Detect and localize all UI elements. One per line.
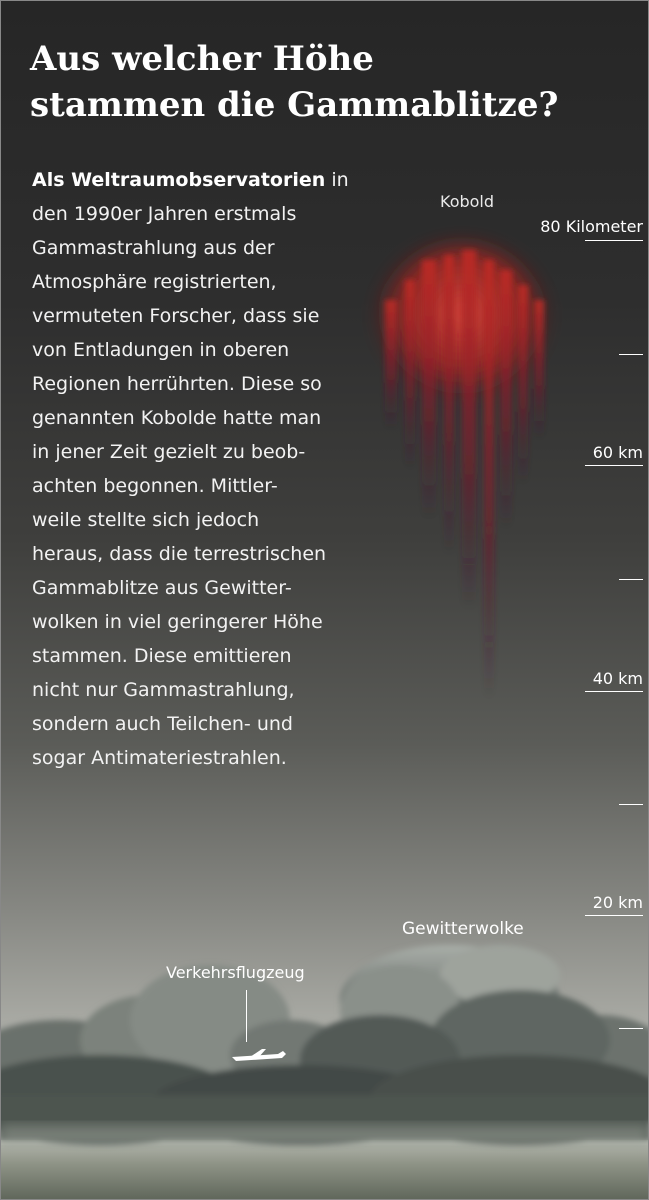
tick-30km (619, 804, 643, 805)
text-line: vermuteten Forscher, dass sie (32, 305, 320, 327)
tick-80km (585, 240, 643, 241)
airplane-label: Verkehrsflugzeug (166, 963, 305, 982)
tick-40km (585, 691, 643, 692)
text-line: sondern auch Teilchen- und (32, 713, 293, 735)
ground (0, 1138, 649, 1200)
scale-label-60km: 60 km (592, 443, 643, 462)
text-line: achten begonnen. Mittler- (32, 475, 278, 497)
tick-60km (585, 465, 643, 466)
text-line: von Entladungen in oberen (32, 339, 290, 361)
page-title (30, 36, 610, 128)
tick-10km (619, 1028, 643, 1029)
rain-haze (0, 1125, 649, 1147)
tick-50km (619, 579, 643, 580)
thundercloud (0, 945, 649, 1145)
scale-label-20km: 20 km (592, 893, 643, 912)
scale-label-80km: 80 Kilometer (540, 217, 643, 236)
text-line: wolken in viel geringerer Höhe (32, 611, 323, 633)
airplane-leader-line (246, 990, 247, 1042)
lead-in: Als Weltraumobservatorien (32, 169, 326, 191)
tick-20km (585, 915, 643, 916)
text-line: Gammastrahlung aus der (32, 237, 275, 259)
text-line: genannten Kobolde hatte man (32, 407, 322, 429)
title-line-1: Aus welcher Höhe (30, 39, 374, 79)
kobold-sprite (374, 245, 550, 700)
text-line: nicht nur Gammastrahlung, (32, 679, 295, 701)
scale-label-40km: 40 km (592, 669, 643, 688)
kobold-label: Kobold (440, 192, 495, 211)
text-line: Regionen herrührten. Diese so (32, 373, 322, 395)
text-line: in jener Zeit gezielt zu beob- (32, 441, 306, 463)
article-text (32, 163, 349, 775)
text-line: stammen. Diese emittieren (32, 645, 292, 667)
text-line: Atmosphäre registrierten, (32, 271, 277, 293)
tick-70km (619, 354, 643, 355)
text-line: Als Weltraumobservatorien in (32, 169, 349, 191)
text-line: heraus, dass die terrestrischen (32, 543, 327, 565)
thundercloud-label: Gewitterwolke (402, 919, 524, 939)
title-line-2: stammen die Gammablitze? (30, 85, 559, 125)
text-line: sogar Antimateriestrahlen. (32, 747, 287, 769)
text-line: Gammablitze aus Gewitter- (32, 577, 292, 599)
text-line: den 1990er Jahren erstmals (32, 203, 297, 225)
text-line: weile stellte sich jedoch (32, 509, 260, 531)
